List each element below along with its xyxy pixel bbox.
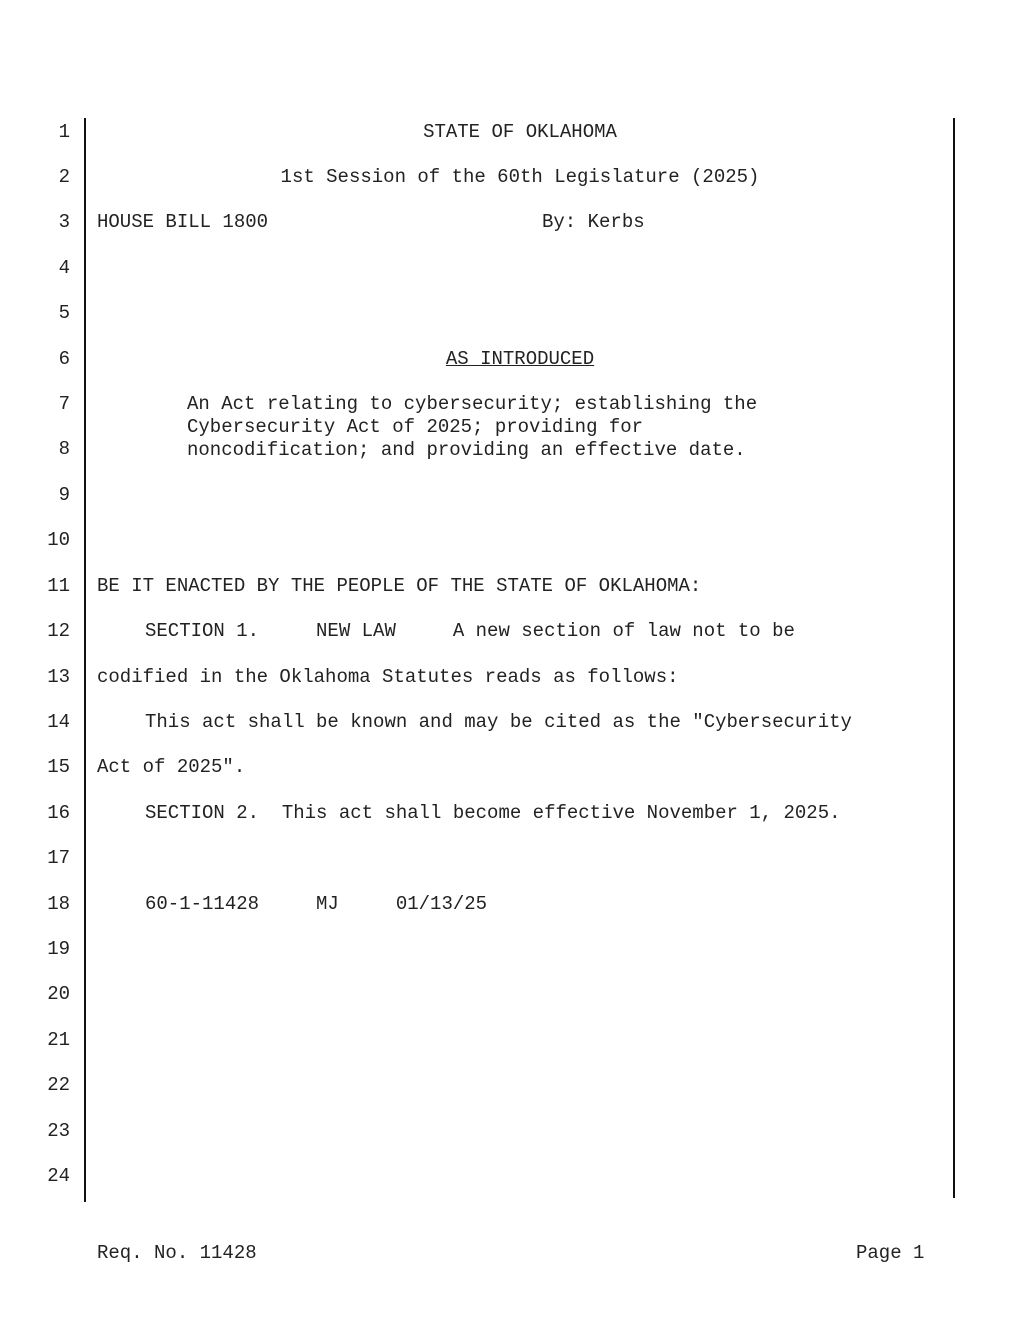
line-number: 7 [58, 393, 70, 415]
enacting-clause: BE IT ENACTED BY THE PEOPLE OF THE STATE OF OKLAHOMA: [97, 575, 702, 597]
line-number: 5 [58, 302, 70, 324]
line-number: 14 [47, 711, 70, 733]
line-number: 15 [47, 756, 70, 778]
line-number: 8 [58, 438, 70, 460]
title-line: An Act relating to cybersecurity; establishing the [187, 393, 758, 415]
line-number: 12 [47, 620, 70, 642]
title-line: noncodification; and providing an effective date. [187, 439, 746, 461]
section-1-text: This act shall be known and may be cited as the "Cybersecurity [145, 711, 852, 733]
line-number: 19 [47, 938, 70, 960]
bill-number: HOUSE BILL 1800 [97, 211, 269, 233]
line-number: 24 [47, 1165, 70, 1187]
line-number: 23 [47, 1120, 70, 1142]
line-number: 3 [58, 211, 70, 233]
line-number: 9 [58, 484, 70, 506]
line-number: 10 [47, 529, 70, 551]
line-number: 20 [47, 983, 70, 1005]
session-heading: 1st Session of the 60th Legislature (2025) [280, 166, 760, 188]
line-number: 4 [58, 257, 70, 279]
line-number: 1 [58, 121, 70, 143]
line-number: 13 [47, 666, 70, 688]
line-number: 2 [58, 166, 70, 188]
section-1-text: Act of 2025". [97, 756, 246, 778]
section-1-text: codified in the Oklahoma Statutes reads as follows: [97, 666, 679, 688]
line-number: 22 [47, 1074, 70, 1096]
line-number: 16 [47, 802, 70, 824]
section-1-text: SECTION 1. NEW LAW A new section of law not to be [145, 620, 795, 642]
request-number: Req. No. 11428 [97, 1242, 257, 1264]
line-number: 6 [58, 348, 70, 370]
state-heading: STATE OF OKLAHOMA [423, 121, 617, 143]
left-margin-rule [84, 118, 86, 1202]
line-number: 18 [47, 893, 70, 915]
page-number: Page 1 [856, 1242, 925, 1264]
line-number: 11 [47, 575, 70, 597]
bill-author: By: Kerbs [542, 211, 645, 233]
drafting-code: 60-1-11428 MJ 01/13/25 [145, 893, 488, 915]
bill-status: AS INTRODUCED [445, 348, 595, 370]
section-2-text: SECTION 2. This act shall become effective November 1, 2025. [145, 802, 841, 824]
title-line: Cybersecurity Act of 2025; providing for [187, 416, 644, 438]
line-number: 21 [47, 1029, 70, 1051]
line-number: 17 [47, 847, 70, 869]
right-margin-rule [953, 118, 955, 1198]
